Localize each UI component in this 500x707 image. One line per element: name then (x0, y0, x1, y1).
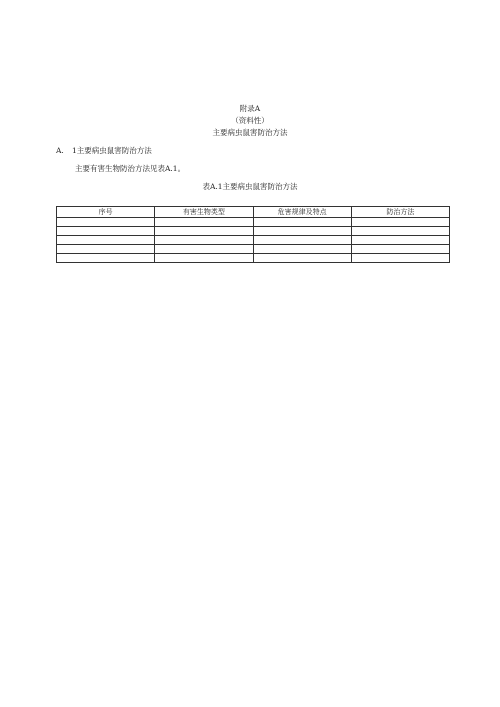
table-cell (57, 245, 155, 254)
table-cell (351, 218, 449, 227)
table-cell (351, 245, 449, 254)
table-row (57, 227, 450, 236)
table-cell (253, 254, 351, 263)
appendix-title: 主要病虫鼠害防治方法 (212, 128, 288, 137)
table-cell (253, 227, 351, 236)
section-title-text: 1主要病虫鼠害防治方法 (72, 146, 152, 155)
table-row (57, 245, 450, 254)
table-row (57, 218, 450, 227)
table-cell (155, 245, 253, 254)
table-cell (253, 236, 351, 245)
appendix-nature: （资料性） (231, 116, 269, 125)
column-header-serial: 序号 (57, 207, 155, 218)
table-caption: 表A.1主要病虫鼠害防治方法 (202, 182, 298, 191)
section-heading (56, 146, 152, 156)
table-row (57, 254, 450, 263)
table-cell (351, 236, 449, 245)
table-header-row (57, 207, 450, 218)
appendix-heading (0, 103, 500, 139)
table-cell (155, 236, 253, 245)
column-header-control-method: 防治方法 (351, 207, 449, 218)
section-number: A. (56, 146, 64, 155)
table-cell (57, 254, 155, 263)
table-cell (351, 254, 449, 263)
body-paragraph: 主要有害生物防治方法见表A.1。 (75, 164, 186, 173)
table-cell (155, 218, 253, 227)
table-cell (57, 236, 155, 245)
pest-control-table (56, 206, 450, 263)
table-cell (57, 227, 155, 236)
table-cell (253, 218, 351, 227)
column-header-pest-type: 有害生物类型 (155, 207, 253, 218)
table-cell (253, 245, 351, 254)
table-cell (155, 227, 253, 236)
appendix-label: 附录A (239, 104, 261, 113)
table-cell (57, 218, 155, 227)
table-cell (155, 254, 253, 263)
column-header-damage-pattern: 危害规律及特点 (253, 207, 351, 218)
table-row (57, 236, 450, 245)
table-cell (351, 227, 449, 236)
